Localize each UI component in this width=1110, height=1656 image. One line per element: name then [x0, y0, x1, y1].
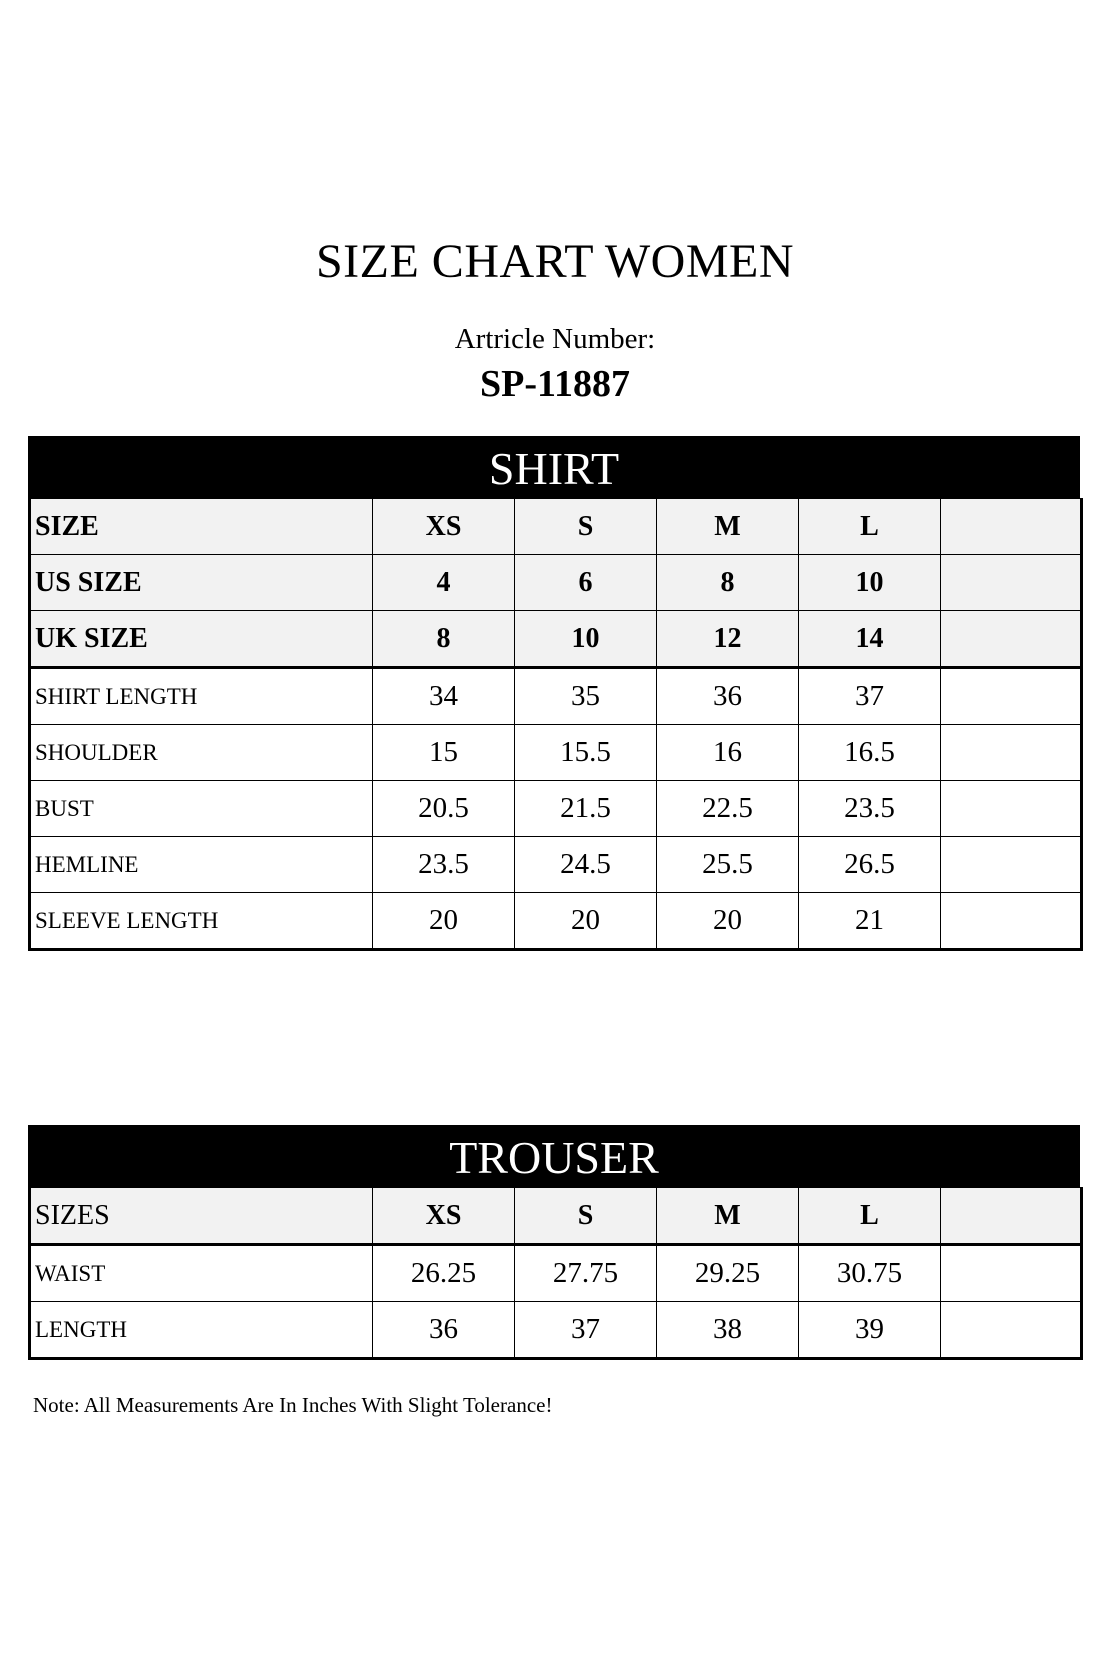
- row-label: SIZE: [30, 499, 373, 555]
- table-cell: 10: [799, 555, 941, 611]
- table-cell: 8: [373, 611, 515, 668]
- trouser-size-row: [30, 1188, 1082, 1245]
- table-cell: 22.5: [657, 781, 799, 837]
- row-label: SLEEVE LENGTH: [30, 893, 373, 950]
- row-label: LENGTH: [30, 1302, 373, 1359]
- table-row: [30, 893, 1082, 950]
- size-cell: L: [799, 499, 941, 555]
- table-cell: 25.5: [657, 837, 799, 893]
- table-cell: 37: [515, 1302, 657, 1359]
- table-cell: 23.5: [799, 781, 941, 837]
- row-label: US SIZE: [30, 555, 373, 611]
- table-cell: 10: [515, 611, 657, 668]
- table-cell: 21.5: [515, 781, 657, 837]
- table-cell: 20: [657, 893, 799, 950]
- empty-cell: [941, 611, 1082, 668]
- shirt-section: [28, 436, 1080, 951]
- table-cell: 21: [799, 893, 941, 950]
- table-cell: 16: [657, 725, 799, 781]
- shirt-heading: SHIRT: [28, 436, 1080, 498]
- table-row: [30, 1245, 1082, 1302]
- row-label: WAIST: [30, 1245, 373, 1302]
- row-label: HEMLINE: [30, 837, 373, 893]
- size-cell: M: [657, 1188, 799, 1245]
- table-cell: 36: [373, 1302, 515, 1359]
- row-label: SHOULDER: [30, 725, 373, 781]
- page-title: SIZE CHART WOMEN: [315, 235, 794, 288]
- size-cell: S: [515, 499, 657, 555]
- empty-cell: [941, 1245, 1082, 1302]
- empty-cell: [941, 1302, 1082, 1359]
- table-cell: 14: [799, 611, 941, 668]
- table-row: [30, 668, 1082, 725]
- empty-cell: [941, 555, 1082, 611]
- row-label: SIZES: [30, 1188, 373, 1245]
- table-cell: 20.5: [373, 781, 515, 837]
- size-cell: XS: [373, 499, 515, 555]
- empty-cell: [941, 499, 1082, 555]
- table-cell: 38: [657, 1302, 799, 1359]
- trouser-size-table: [28, 1187, 1083, 1360]
- size-cell: L: [799, 1188, 941, 1245]
- empty-cell: [941, 1188, 1082, 1245]
- table-cell: 6: [515, 555, 657, 611]
- table-cell: 16.5: [799, 725, 941, 781]
- table-cell: 20: [373, 893, 515, 950]
- table-cell: 8: [657, 555, 799, 611]
- empty-cell: [941, 668, 1082, 725]
- table-cell: 35: [515, 668, 657, 725]
- table-cell: 24.5: [515, 837, 657, 893]
- empty-cell: [941, 781, 1082, 837]
- table-cell: 30.75: [799, 1245, 941, 1302]
- shirt-uk-size-row: [30, 611, 1082, 668]
- table-cell: 27.75: [515, 1245, 657, 1302]
- empty-cell: [941, 725, 1082, 781]
- table-cell: 26.5: [799, 837, 941, 893]
- table-cell: 36: [657, 668, 799, 725]
- table-cell: 37: [799, 668, 941, 725]
- table-cell: 20: [515, 893, 657, 950]
- article-number: SP-11887: [480, 363, 630, 405]
- table-cell: 12: [657, 611, 799, 668]
- measurement-note: Note: All Measurements Are In Inches With Slight Tolerance!: [33, 1393, 553, 1417]
- table-cell: 15: [373, 725, 515, 781]
- table-cell: 23.5: [373, 837, 515, 893]
- table-cell: 39: [799, 1302, 941, 1359]
- size-cell: XS: [373, 1188, 515, 1245]
- size-cell: M: [657, 499, 799, 555]
- article-number-label: Artricle Number:: [454, 323, 656, 355]
- table-cell: 29.25: [657, 1245, 799, 1302]
- row-label: BUST: [30, 781, 373, 837]
- row-label: SHIRT LENGTH: [30, 668, 373, 725]
- trouser-heading: TROUSER: [28, 1125, 1080, 1187]
- table-cell: 26.25: [373, 1245, 515, 1302]
- table-row: [30, 725, 1082, 781]
- table-row: [30, 1302, 1082, 1359]
- trouser-section: [28, 1125, 1080, 1360]
- table-row: [30, 781, 1082, 837]
- table-row: [30, 837, 1082, 893]
- table-cell: 34: [373, 668, 515, 725]
- size-cell: S: [515, 1188, 657, 1245]
- table-cell: 15.5: [515, 725, 657, 781]
- empty-cell: [941, 837, 1082, 893]
- empty-cell: [941, 893, 1082, 950]
- shirt-us-size-row: [30, 555, 1082, 611]
- table-cell: 4: [373, 555, 515, 611]
- row-label: UK SIZE: [30, 611, 373, 668]
- shirt-size-table: [28, 498, 1083, 951]
- shirt-size-row: [30, 499, 1082, 555]
